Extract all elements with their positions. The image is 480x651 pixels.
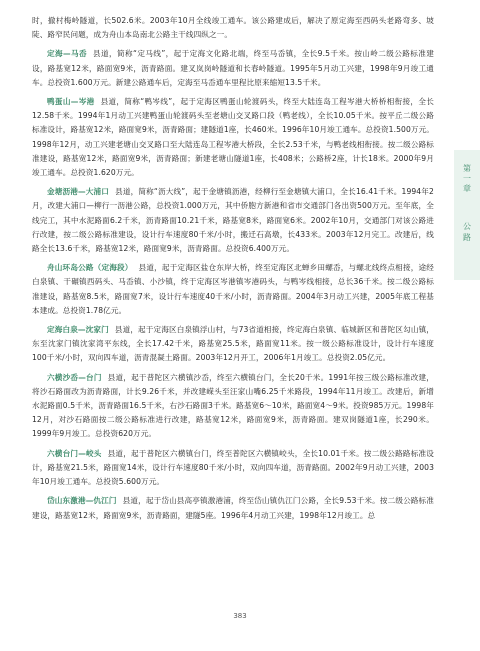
section-text: 县道，起于定海区白泉镇浮山村，与73省道相接，终定海白泉镇、临城新区和普陀区勾山镇，东至沈家门镇沈家湾平东线，全长17.42千米，路基宽25.5米，路面宽11米。按一级公路标准设计，设计行车速度100千米/小时，双向四车道，沥青混凝土路面。2003年12月开工，2006年1月竣工。总投资2.05亿元。: [32, 325, 434, 363]
section-paragraph: [32, 47, 434, 90]
section-paragraph: [32, 261, 434, 318]
section-text: 县道，简称“定马线”，起于定海文化路北端，终至马岙镇，全长9.5千米。按山岭二级公路标准建设，路基宽12米，路面宽9米，沥青路面。建叉岚岗岭隧道和长春岭隧道。1995年5月动工兴建，1998年9月竣工通车。总投资1.600万元。新建公路通车后，定海至马岙通车里程比原来缩短13.5千米。: [32, 49, 434, 87]
intro-paragraph: 时，撤村梅岭隧道，长502.6米。2003年10月全线竣工通车。该公路建成后，解决了原定海至西码头老路弯多、坡陡、路窄民问题，成为舟山本岛南北公路主干线四纵之一。: [32, 16, 434, 40]
section-text: 县道，起于定海区盐仓东岸大桥，终至定海区北蝉乡田螺岙，与螺北线终点相接，途经白泉镇、干碾镇西码头、马岙镇、小沙镇，终于定海区岑港镇岑港码头，与鸭岑线相接，总长36千米。按二级公路标准建设，路基宽8.5米，路面宽7米，设计行车速度40千米/小时，沥青路面。2004年3月动工兴建，2005年底工程基本建成。总投资1.78亿元。: [32, 263, 434, 315]
section-paragraph: [32, 185, 434, 256]
section-text: 县道，起于普陀区六横镇沙岙，终至六横镇台门，全长20千米。1991年按三级公路标准改建，将沙石路面改为沥青路面，计长9.26千米，并改建嵘头至汪家山嘴6.25千米路段，1994年11月竣工。改建后，新增水泥路面0.5千米，沥青路面16.5千米，右沙石路面3千米。路基宽6～10米，路面宽4～9米。投资985万元。1998年12月，对沙石路面按二级公路标准进行改建，路基宽12米，路面宽9米，沥青路面。建双岗隧道1座，长290米。1999年9月竣工。总投资620万元。: [32, 372, 435, 439]
section-title: 定海—马岙: [47, 49, 87, 59]
section-text: 县道，简称“鸭岑线”，起于定海区鸭蛋山轮渡码头，终至大陆连岛工程岑港大桥桥相衔接，全长12.58千米。1994年1月动工兴建鸭蛋山轮渡码头至老塘山交叉路口段（鸭老线），全长10.05千米。按平丘二级公路标准设计，路基宽12米，路面宽9米，沥青路面；建隧道1座，长460米。1996年10月竣工通车。总投资1.500万元。1998年12月，动工兴建老塘山交叉路口至大陆连岛工程岑港大桥段，全长2.53千米，与鸭老线相衔接。按二级公路标准建设，路基宽12米，路面宽9米，沥青路面；新建老塘山隧道1座，长408米；公路桥2座，计长18米。2000年9月竣工通车。总投资1.620万元。: [32, 97, 434, 178]
chapter-label: 第一章: [462, 164, 472, 194]
page-number: 383: [233, 612, 247, 620]
section-title: 金塘沥港—大浦口: [47, 187, 110, 197]
section-text: 县道，起于岱山县高亭镇激港浦，终至岱山镇仇江门公路，全长9.53千米。按二级公路标准建设，路基宽12米，路面宽9米，沥青路面，建隧5座。1996年4月动工兴建，1998年12月竣工。总: [32, 496, 434, 520]
section-paragraph: [32, 447, 434, 490]
section-title: 舟山环岛公路（定海段）: [47, 263, 133, 273]
section-label: 公路: [462, 222, 472, 244]
section-text: 县道，简称“沥大线”，起于金塘镇沥港，经柳行至金塘镇大浦口，全长16.41千米。1994年2月，改建大浦口—柳行一沥港公路，总投资1.000万元，其中侨胞方新港和省市交通部门各出资500万元。至年底，全线完工，其中水泥路面6.2千米，沥青路面10.21千米，路基宽8米，路面宽6米。2002年10月，交通部门对该公路进行改建，按二级公路标准建设，设计行车速度80千米/小时，搬迁石高墩，长433米。2003年12月完工。改建后，线路全长13.6千米，路基宽12米，路面宽9米，沥青路面。总投资6.400万元。: [32, 187, 434, 254]
section-paragraph: [32, 494, 434, 522]
section-title: 定海白泉—沈家门: [47, 325, 109, 335]
section-paragraph: [32, 371, 434, 442]
page-body: [32, 14, 434, 528]
section-title: 鸭蛋山—岑港: [47, 97, 95, 107]
chapter-side-tab: [454, 150, 480, 280]
section-title: 六横台门—峧头: [47, 448, 102, 458]
section-title: 岱山东激港—仇江门: [47, 496, 117, 506]
section-title: 六横沙岙—台门: [47, 372, 102, 382]
section-text: 县道，起于普陀区六横镇台门，终至普陀区六横镇峧头，全长10.01千米。按二级公路路标准设计，路基宽21.5米，路面宽14米，设计行车速度80千米/小时，双向四车道，沥青路面。2002年9月动工兴建，2003年10月竣工通车。总投资5.600万元。: [32, 448, 434, 487]
section-paragraph: [32, 323, 434, 366]
section-paragraph: [32, 95, 434, 180]
